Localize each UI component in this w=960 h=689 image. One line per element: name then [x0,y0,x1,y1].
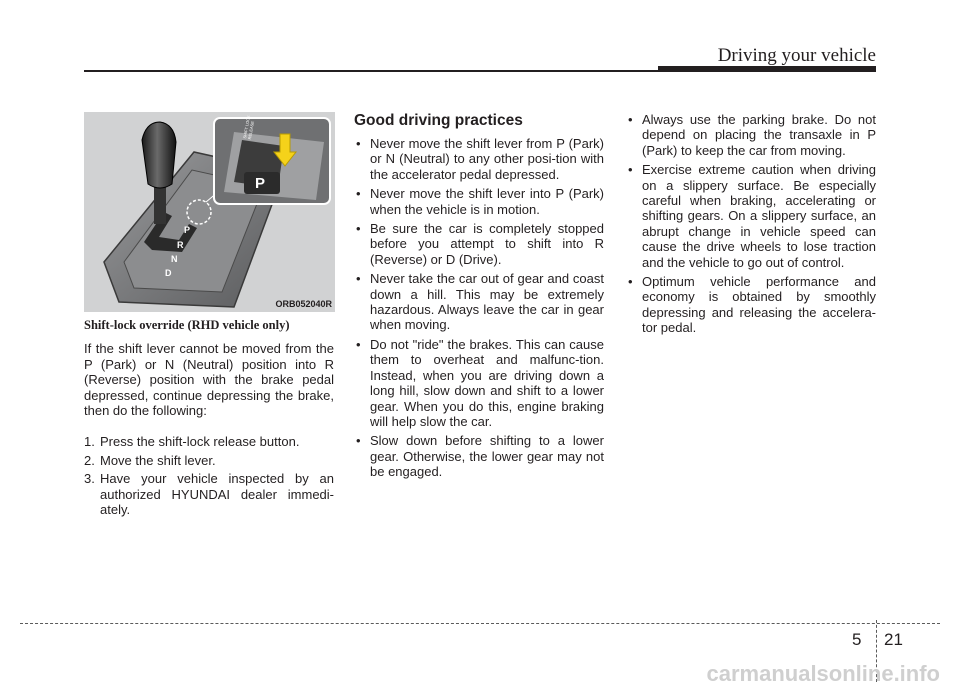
figure-code: ORB052040R [275,299,332,309]
column-3 [626,112,876,340]
list-item: • Exercise extreme caution when driving on a slippery surface. Be especially careful when braking, accelerating or shifting gears. On a slippery surface, an abrupt change in vehicle speed can cause the drive wheels to lose traction and the vehicle to go out of control. [628,162,876,270]
shift-lever-figure [84,112,335,312]
figure-caption: Shift-lock override (RHD vehicle only) [84,318,290,332]
chapter-number: 5 [852,630,862,649]
override-paragraph: If the shift lever cannot be moved from the P (Park) or N (Neutral) position into R (Reverse) position with the brake pedal depressed, continue depressing the brake, then do the following: [84,341,334,419]
list-item: • Always use the parking brake. Do not depend on placing the transaxle in P (Park) to keep the car from moving. [628,112,876,158]
step-item: 3. Have your vehicle inspected by an authorized HYUNDAI dealer immedi-ately. [84,471,334,518]
watermark: carmanualsonline.info [706,661,940,686]
header-rule-thin [84,70,676,72]
header-rule-thick [658,66,876,72]
override-steps [84,434,334,517]
gear-letter-n: N [171,254,178,264]
driving-practices-list [354,136,604,480]
inset-release-label: SHIFT LOCK RELEASE [242,114,256,140]
step-item: 1. Press the shift-lock release button. [84,434,300,450]
shift-lever-illustration [84,112,335,312]
list-item: • Slow down before shifting to a lower gear. Otherwise, the lower gear may not be engaged. [356,433,604,480]
column-2 [354,112,604,484]
section-title: Good driving practices [354,112,523,129]
footer-dashed-rule [20,623,940,624]
column-1 [84,318,334,520]
step-item: 2. Move the shift lever. [84,452,216,468]
inset-gear-letter: P [255,175,266,192]
gear-letter-p: P [184,225,191,235]
driving-practices-list-continued [626,112,876,336]
page-number: 21 [884,630,903,649]
list-item: • Optimum vehicle performance and economy is obtained by smoothly depressing and releasing the accelera-tor pedal. [628,274,876,336]
gear-letter-d: D [165,268,172,278]
gear-letter-r: R [177,240,184,250]
list-item: • Never take the car out of gear and coast down a hill. This may be extremely hazardous. Always leave the car in gear when moving. [356,271,604,333]
list-item: • Never move the shift lever from P (Park) or N (Neutral) to any other posi-tion with the accelerator pedal depressed. [356,136,604,182]
list-item: • Never move the shift lever into P (Park) when the vehicle is in motion. [356,186,604,217]
list-item: • Be sure the car is completely stopped before you attempt to shift into R (Reverse) or D (Drive). [356,221,604,267]
list-item: • Do not "ride" the brakes. This can cause them to overheat and malfunc-tion. Instead, when you are driving down a long hill, slow down and shift to a lower gear. When you do this, engine braking will help slow the car. [356,336,604,429]
page-header-title: Driving your vehicle [717,45,876,66]
